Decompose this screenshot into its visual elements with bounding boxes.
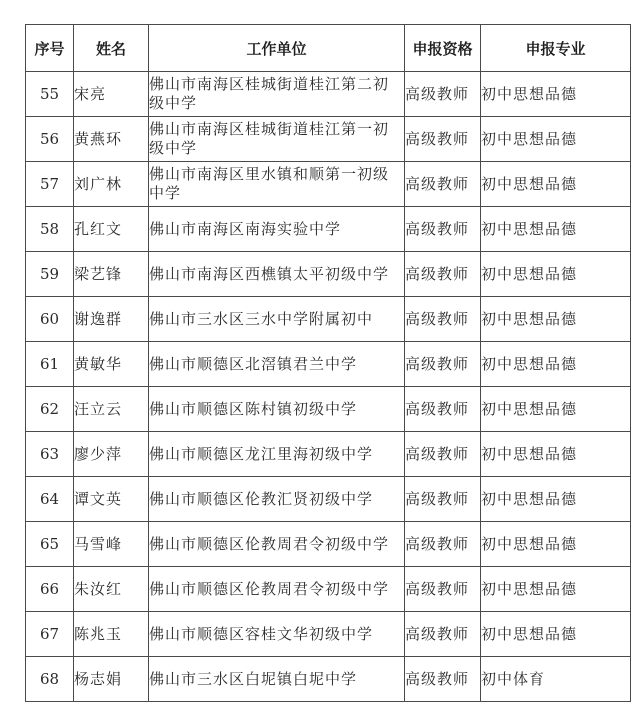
cell-name: 汪立云 [74,387,149,432]
cell-qualification: 高级教师 [405,252,481,297]
cell-unit: 佛山市顺德区龙江里海初级中学 [149,432,405,477]
cell-name: 黄敏华 [74,342,149,387]
table-row [26,567,631,612]
cell-qualification: 高级教师 [405,522,481,567]
cell-name: 杨志娟 [74,657,149,702]
header-unit: 工作单位 [149,25,405,72]
cell-major: 初中思想品德 [481,567,631,612]
cell-major: 初中思想品德 [481,297,631,342]
cell-major: 初中思想品德 [481,477,631,522]
table-row [26,162,631,207]
header-name: 姓名 [74,25,149,72]
cell-name: 马雪峰 [74,522,149,567]
cell-major: 初中思想品德 [481,387,631,432]
table-row [26,342,631,387]
cell-unit: 佛山市南海区南海实验中学 [149,207,405,252]
cell-qualification: 高级教师 [405,612,481,657]
cell-qualification: 高级教师 [405,432,481,477]
cell-major: 初中思想品德 [481,342,631,387]
cell-no: 62 [26,387,74,432]
cell-unit: 佛山市三水区白坭镇白坭中学 [149,657,405,702]
cell-no: 63 [26,432,74,477]
cell-unit: 佛山市三水区三水中学附属初中 [149,297,405,342]
table-row [26,117,631,162]
cell-unit: 佛山市顺德区容桂文华初级中学 [149,612,405,657]
cell-major: 初中思想品德 [481,612,631,657]
cell-qualification: 高级教师 [405,117,481,162]
table-row [26,657,631,702]
table-row [26,612,631,657]
cell-major: 初中思想品德 [481,252,631,297]
cell-unit: 佛山市南海区西樵镇太平初级中学 [149,252,405,297]
table-row [26,387,631,432]
cell-no: 55 [26,72,74,117]
cell-major: 初中体育 [481,657,631,702]
cell-name: 谢逸群 [74,297,149,342]
cell-major: 初中思想品德 [481,162,631,207]
cell-no: 65 [26,522,74,567]
cell-unit: 佛山市南海区里水镇和顺第一初级中学 [149,162,405,207]
cell-unit: 佛山市南海区桂城街道桂江第一初级中学 [149,117,405,162]
header-qualification: 申报资格 [405,25,481,72]
table-row [26,477,631,522]
cell-no: 60 [26,297,74,342]
cell-qualification: 高级教师 [405,387,481,432]
cell-name: 黄燕环 [74,117,149,162]
cell-no: 68 [26,657,74,702]
header-row [26,25,631,72]
header-major: 申报专业 [481,25,631,72]
cell-qualification: 高级教师 [405,342,481,387]
cell-unit: 佛山市顺德区陈村镇初级中学 [149,387,405,432]
cell-name: 廖少萍 [74,432,149,477]
cell-no: 58 [26,207,74,252]
cell-name: 刘广林 [74,162,149,207]
cell-name: 宋亮 [74,72,149,117]
cell-major: 初中思想品德 [481,432,631,477]
cell-qualification: 高级教师 [405,567,481,612]
cell-qualification: 高级教师 [405,72,481,117]
cell-qualification: 高级教师 [405,162,481,207]
cell-name: 朱汝红 [74,567,149,612]
cell-no: 61 [26,342,74,387]
cell-name: 梁艺锋 [74,252,149,297]
cell-unit: 佛山市顺德区伦教周君令初级中学 [149,522,405,567]
table-row [26,72,631,117]
cell-qualification: 高级教师 [405,477,481,522]
cell-no: 57 [26,162,74,207]
cell-no: 64 [26,477,74,522]
cell-unit: 佛山市南海区桂城街道桂江第二初级中学 [149,72,405,117]
cell-unit: 佛山市顺德区伦教汇贤初级中学 [149,477,405,522]
cell-qualification: 高级教师 [405,657,481,702]
cell-no: 56 [26,117,74,162]
table-row [26,207,631,252]
cell-no: 67 [26,612,74,657]
cell-qualification: 高级教师 [405,297,481,342]
table-row [26,522,631,567]
cell-major: 初中思想品德 [481,72,631,117]
table-row [26,252,631,297]
cell-major: 初中思想品德 [481,522,631,567]
table-row [26,432,631,477]
header-no: 序号 [26,25,74,72]
cell-name: 谭文英 [74,477,149,522]
teacher-roster-table [25,24,631,702]
cell-unit: 佛山市顺德区北滘镇君兰中学 [149,342,405,387]
cell-unit: 佛山市顺德区伦教周君令初级中学 [149,567,405,612]
table-row [26,297,631,342]
cell-name: 孔红文 [74,207,149,252]
cell-major: 初中思想品德 [481,117,631,162]
cell-qualification: 高级教师 [405,207,481,252]
cell-name: 陈兆玉 [74,612,149,657]
cell-no: 66 [26,567,74,612]
cell-no: 59 [26,252,74,297]
cell-major: 初中思想品德 [481,207,631,252]
